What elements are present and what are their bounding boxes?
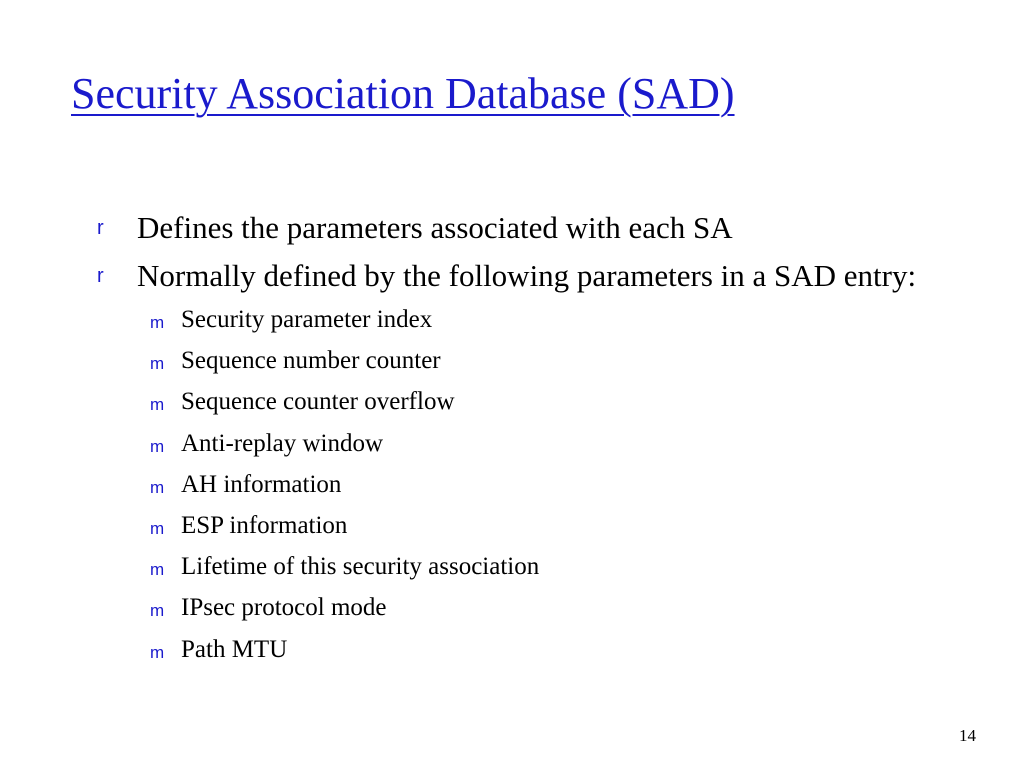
sub-bullet-marker: m [150, 560, 165, 580]
sub-bullet-marker: m [150, 642, 165, 662]
sub-bullet-marker: m [150, 395, 165, 415]
sub-bullet-item [150, 551, 917, 582]
sub-bullet-item [150, 510, 917, 541]
sub-bullet-text: Anti-replay window [181, 429, 384, 457]
sub-bullet-marker: m [150, 354, 165, 374]
sub-bullet-text: Path MTU [181, 635, 288, 663]
slide-title: Security Association Database (SAD) [71, 69, 735, 118]
bullet-item [97, 256, 917, 295]
sub-bullet-text: Security parameter index [181, 306, 433, 333]
bullet-text: Defines the parameters associated with each SA [137, 210, 733, 245]
sub-bullet-text: Sequence number counter [181, 347, 441, 375]
sub-bullet-item [150, 592, 917, 623]
sub-bullet-item [150, 469, 917, 500]
bullet-marker: r [97, 217, 104, 239]
sub-bullet-item [150, 634, 917, 665]
sub-bullet-marker: m [150, 518, 165, 538]
sub-bullet-marker: m [150, 436, 165, 456]
sub-bullet-text: Lifetime of this security association [181, 553, 540, 581]
sub-bullet-text: Sequence counter overflow [181, 388, 455, 416]
sub-bullet-item [150, 304, 917, 335]
bullet-item [97, 208, 917, 247]
sub-bullet-item [150, 386, 917, 417]
sub-bullet-marker: m [150, 477, 165, 497]
sub-bullet-item [150, 345, 917, 376]
sub-bullet-marker: m [150, 313, 165, 332]
sub-bullet-text: IPsec protocol mode [181, 594, 387, 622]
page-number: 14 [959, 726, 976, 745]
sub-bullet-text: AH information [181, 470, 342, 498]
bullet-text: Normally defined by the following parameters in a SAD entry: [137, 258, 917, 293]
bullet-list [97, 208, 917, 675]
sub-bullet-item [150, 428, 917, 459]
sub-bullet-text: ESP information [181, 511, 348, 539]
bullet-marker: r [97, 265, 104, 287]
sub-bullet-list [150, 304, 917, 665]
sub-bullet-marker: m [150, 601, 165, 621]
